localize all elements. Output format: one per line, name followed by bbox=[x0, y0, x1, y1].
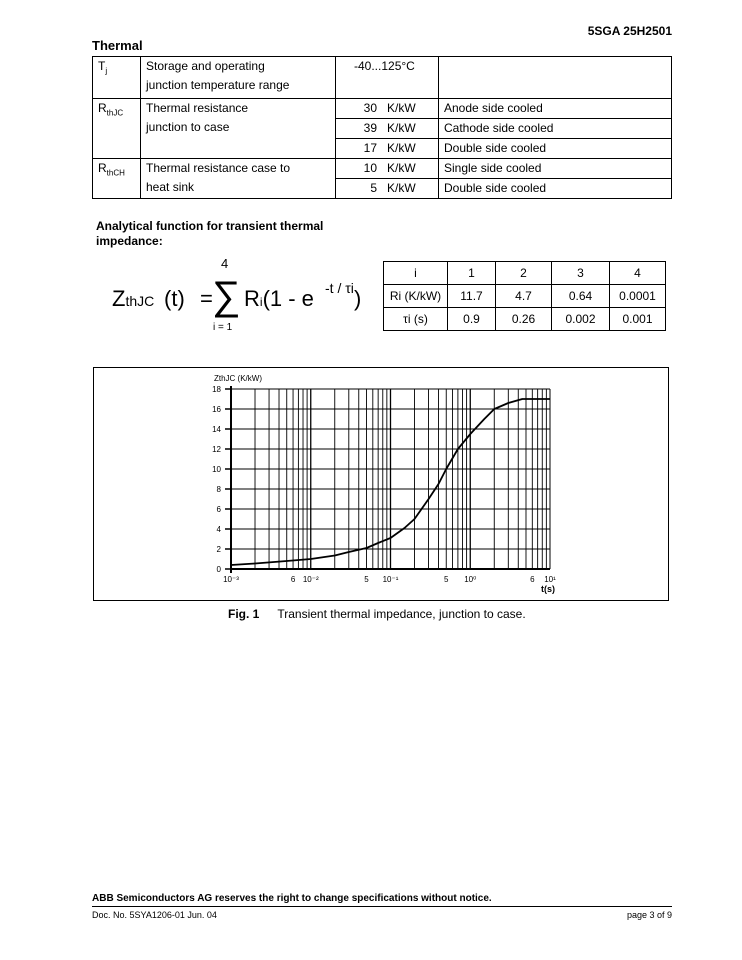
document-id: 5SGA 25H2501 bbox=[587, 24, 672, 38]
x-tick-label: 6 bbox=[530, 575, 535, 584]
table-row: $T_j$ Storage and operating junction temperature range -40...125°C bbox=[93, 57, 672, 99]
y-tick-label: 4 bbox=[216, 525, 221, 534]
y-tick-label: 6 bbox=[216, 505, 221, 514]
x-tick-label: 10⁻² bbox=[302, 575, 319, 584]
footer-notice: ABB Semiconductors AG reserves the right to change specifications without notice. bbox=[92, 893, 492, 904]
document-number: Doc. No. 5SYA1206-01 Jun. 04 bbox=[92, 910, 217, 920]
table-row: 5 K/kW Double side cooled bbox=[93, 179, 672, 199]
y-tick-label: 14 bbox=[212, 425, 221, 434]
x-tick-label: 5 bbox=[444, 575, 449, 584]
figure-caption: Fig. 1 Transient thermal impedance, junction to case. bbox=[228, 607, 526, 621]
chart-frame bbox=[93, 367, 669, 601]
y-axis-label: ZthJC (K/kW) bbox=[214, 374, 262, 383]
y-tick-label: 2 bbox=[216, 545, 221, 554]
y-tick-label: 18 bbox=[212, 385, 221, 394]
analytical-function-title: Analytical function for transient thermal impedance: bbox=[96, 219, 324, 248]
table-row: 17 K/kW Double side cooled bbox=[93, 139, 672, 159]
table-row: $R_{thCH}$ Thermal resistance case to heat sink 10 K/kW Single side cooled bbox=[93, 159, 672, 179]
y-tick-label: 16 bbox=[212, 405, 221, 414]
x-tick-label: 6 bbox=[290, 575, 296, 584]
y-tick-label: 0 bbox=[216, 565, 221, 574]
x-tick-label: 5 bbox=[364, 575, 369, 584]
thermal-table bbox=[92, 56, 672, 199]
y-tick-label: 12 bbox=[212, 445, 221, 454]
x-tick-label: 10⁻¹ bbox=[382, 575, 399, 584]
transient-impedance-chart bbox=[94, 368, 670, 602]
page-number: page 3 of 9 bbox=[626, 910, 672, 920]
footer-divider bbox=[92, 906, 672, 907]
parameters-table bbox=[383, 261, 666, 331]
table-row: 39 K/kW Cathode side cooled bbox=[93, 119, 672, 139]
x-tick-label: 10¹ bbox=[544, 575, 556, 584]
table-header-row: i 1 2 3 4 bbox=[384, 262, 666, 285]
x-tick-label: 10⁰ bbox=[464, 575, 477, 584]
y-tick-label: 10 bbox=[212, 465, 221, 474]
x-tick-label: 10⁻³ bbox=[223, 575, 239, 584]
impedance-formula: ZthJC (t) = 4 ∑ i = 1 Ri(1 - e -t / τi ) bbox=[112, 256, 362, 333]
section-title: Thermal bbox=[92, 38, 143, 53]
x-axis-label: t(s) bbox=[541, 584, 555, 594]
y-tick-label: 8 bbox=[216, 485, 221, 494]
table-row: Ri (K/kW) 11.7 4.7 0.64 0.0001 bbox=[384, 285, 666, 308]
table-row: τi (s) 0.9 0.26 0.002 0.001 bbox=[384, 308, 666, 331]
table-row: $R_{thJC}$ Thermal resistance junction to case 30 K/kW Anode side cooled bbox=[93, 99, 672, 119]
